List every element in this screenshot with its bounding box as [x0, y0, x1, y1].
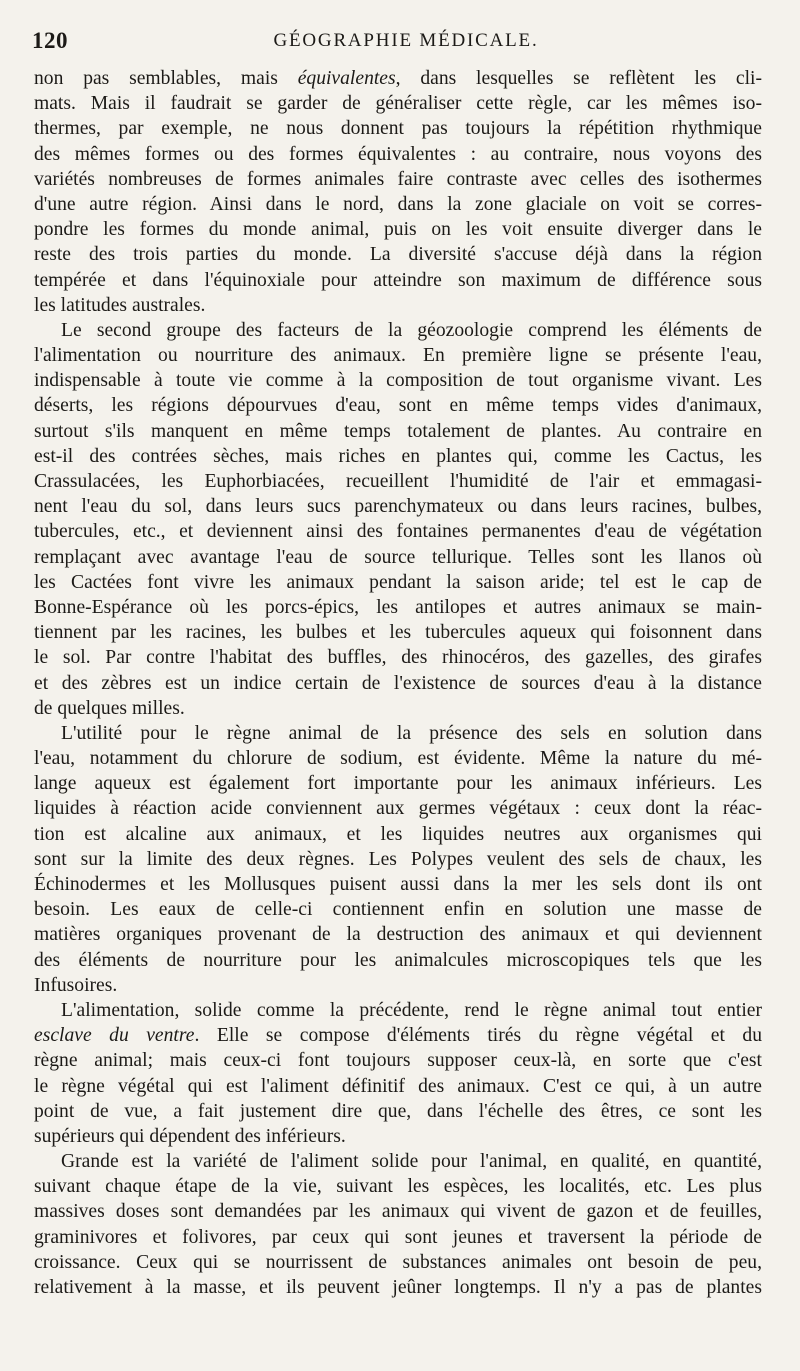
text-line: L'alimentation, solide comme la précédente, rend le règne animal tout entier [61, 999, 762, 1021]
text-line: esclave du ventre. Elle se compose d'éléments tirés du règne végétal et du [34, 1025, 762, 1047]
text-line: supérieurs qui dépendent des inférieurs. [34, 1125, 346, 1147]
text-line: non pas semblables, mais équivalentes, dans lesquelles se reflètent les cli- [34, 68, 762, 89]
text-line: point de vue, a fait justement dire que, dans l'échelle des êtres, ce sont les [34, 1100, 762, 1122]
text-line: tubercules, etc., et deviennent ainsi des fontaines permanentes d'eau de végétation [34, 521, 762, 543]
page-header [32, 28, 760, 62]
text-line: les Cactées font vivre les animaux pendant la saison aride; tel est le cap de [34, 571, 762, 593]
text-line: remplaçant avec avantage l'eau de source tellurique. Telles sont les llanos où [34, 546, 762, 568]
text-line: Crassulacées, les Euphorbiacées, recueillent l'humidité de l'air et emmagasi- [34, 471, 762, 492]
text-line: les latitudes australes. [34, 294, 206, 316]
text-line: variétés nombreuses de formes animales faire contraste avec celles des isothermes [34, 168, 762, 190]
text-line: tiennent par les racines, les bulbes et les tubercules aqueux qui foisonnent dans [34, 622, 762, 644]
text-line: relativement à la masse, et ils peuvent jeûner longtemps. Il n'y a pas de plantes [34, 1277, 762, 1298]
text-line: massives doses sont demandées par les animaux qui vivent de gazon et de feuilles, [34, 1201, 762, 1223]
text-line: et des zèbres est un indice certain de l'existence de sources d'eau à la distance [34, 672, 762, 694]
text-line: Bonne-Espérance où les porcs-épics, les antilopes et autres animaux se main- [34, 596, 762, 618]
text-line: reste des trois parties du monde. La diversité s'accuse déjà dans la région [34, 244, 762, 266]
text-line: sont sur la limite des deux règnes. Les Polypes veulent des sels de chaux, les [34, 848, 762, 870]
text-line: L'utilité pour le règne animal de la présence des sels en solution dans [61, 722, 762, 744]
text-line: des éléments de nourriture pour les animalcules microscopiques tels que les [34, 949, 762, 971]
text-line: indispensable à toute vie comme à la composition de tout organisme vivant. Les [34, 370, 762, 392]
text-line: croissance. Ceux qui se nourrissent de substances animales ont besoin de peu, [34, 1251, 762, 1273]
text-line: déserts, les régions dépourvues d'eau, sont en même temps vides d'animaux, [34, 395, 762, 417]
text-line: Grande est la variété de l'aliment solide pour l'animal, en qualité, en quantité, [61, 1151, 762, 1173]
text-line: thermes, par exemple, ne nous donnent pas toujours la répétition rhythmique [34, 118, 762, 140]
text-line: Le second groupe des facteurs de la géozoologie comprend les éléments de [61, 319, 762, 341]
running-title: GÉOGRAPHIE MÉDICALE. [273, 30, 539, 51]
text-line: Infusoires. [34, 974, 118, 996]
text-line: l'alimentation ou nourriture des animaux. En première ligne se présente l'eau, [34, 345, 762, 367]
text-line: nent l'eau du sol, dans leurs sucs parenchymateux ou dans leurs racines, bulbes, [34, 496, 762, 518]
text-line: lange aqueux est également fort importante pour les animaux inférieurs. Les [34, 773, 762, 795]
text-line: règne animal; mais ceux-ci font toujours supposer ceux-là, en sorte que c'est [34, 1050, 762, 1072]
text-line: graminivores et folivores, par ceux qui sont jeunes et traversent la période de [34, 1226, 762, 1248]
text-line: pondre les formes du monde animal, puis on les voit ensuite diverger dans le [34, 219, 762, 241]
text-line: le règne végétal qui est l'aliment définitif des animaux. C'est ce qui, à un autre [34, 1075, 762, 1097]
text-line: suivant chaque étape de la vie, suivant les espèces, les localités, etc. Les plus [34, 1176, 762, 1198]
text-line: tion est alcaline aux animaux, et les liquides neutres aux organismes qui [34, 823, 762, 845]
text-line: tempérée et dans l'équinoxiale pour atteindre son maximum de différence sous [34, 269, 762, 291]
text-line: besoin. Les eaux de celle-ci contiennent enfin en solution une masse de [34, 899, 762, 921]
page-number: 120 [32, 28, 68, 53]
text-line: l'eau, notamment du chlorure de sodium, est évidente. Même la nature du mé- [34, 748, 762, 770]
text-line: des mêmes formes ou des formes équivalentes : au contraire, nous voyons des [34, 143, 762, 165]
text-line: est-il des contrées sèches, mais riches en plantes qui, comme les Cactus, les [34, 445, 762, 467]
body-text [34, 66, 762, 1300]
text-line: d'une autre région. Ainsi dans le nord, dans la zone glaciale on voit se corres- [34, 193, 762, 215]
text-line: Échinodermes et les Mollusques puisent aussi dans la mer les sels dont ils ont [34, 874, 762, 895]
text-line: surtout s'ils manquent en même temps totalement de plantes. Au contraire en [34, 420, 762, 442]
text-line: matières organiques provenant de la destruction des animaux et qui deviennent [34, 924, 762, 946]
text-line: mats. Mais il faudrait se garder de généraliser cette règle, car les mêmes iso- [34, 93, 762, 115]
text-line: de quelques milles. [34, 697, 185, 719]
text-line: liquides à réaction acide conviennent aux germes végétaux : ceux dont la réac- [34, 798, 762, 820]
text-line: le sol. Par contre l'habitat des buffles, des rhinocéros, des gazelles, des girafes [34, 647, 762, 669]
